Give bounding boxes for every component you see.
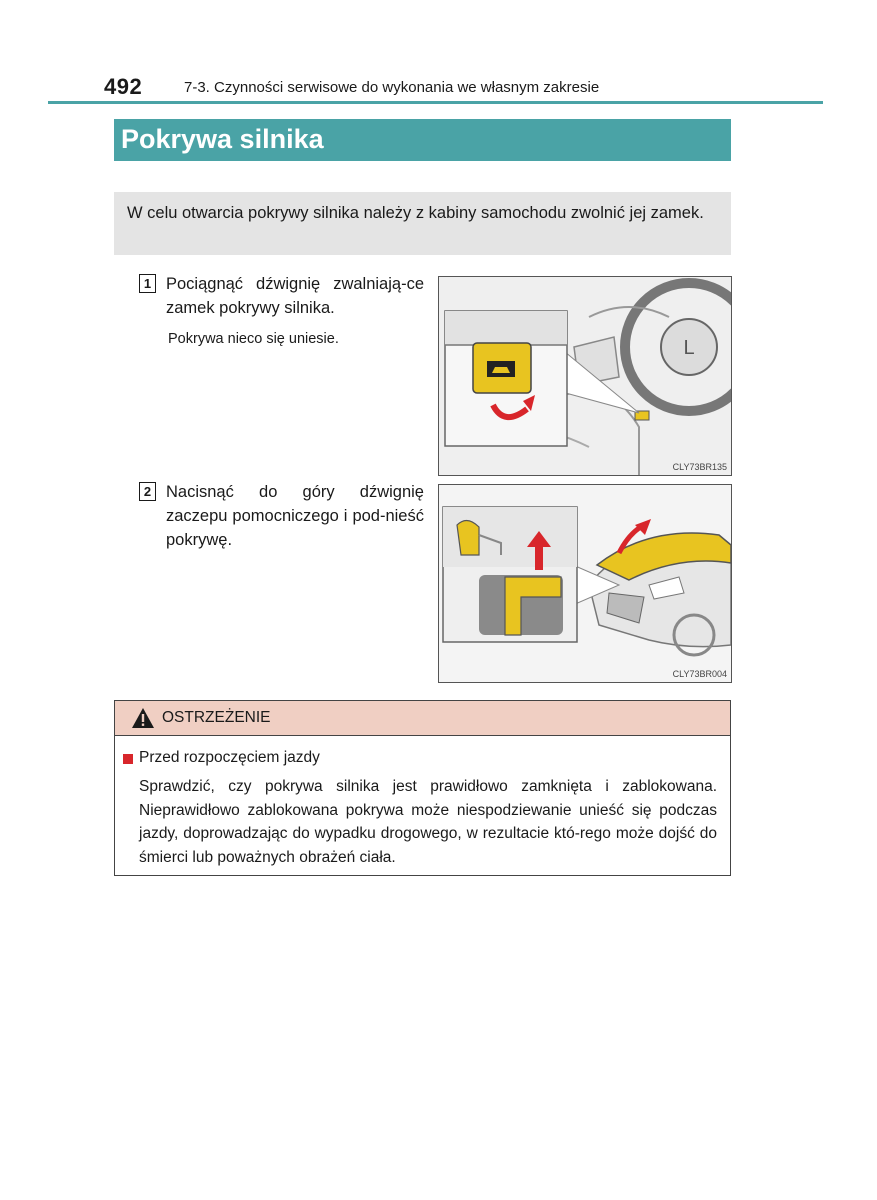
warning-triangle-icon xyxy=(131,707,155,729)
header-rule xyxy=(48,101,823,104)
warning-subtitle: Przed rozpoczęciem jazdy xyxy=(139,749,320,766)
section-title: Pokrywa silnika xyxy=(121,124,324,154)
step-2-text: Nacisnąć do góry dźwignię zaczepu pomocniczego i pod-nieść pokrywę. xyxy=(166,483,424,549)
warning-bullet-icon xyxy=(123,754,133,764)
warning-body: Sprawdzić, czy pokrywa silnika jest prawidłowo zamknięta i zablokowana. Nieprawidłowo zablokowana pokrywa może niespodziewanie unieść się podczas jazdy, doprowadzając do wypadku drogowego, w rezultacie któ-rego może dojść do śmierci lub poważnych obrażeń ciała. xyxy=(139,778,717,866)
chapter-title: 7-3. Czynności serwisowe do wykonania we własnym zakresie xyxy=(184,79,600,96)
intro-box xyxy=(114,192,731,255)
intro-text: W celu otwarcia pokrywy silnika należy z kabiny samochodu zwolnić jej zamek. xyxy=(127,204,704,222)
figure-secondary-catch xyxy=(438,484,732,683)
figure-hood-release-lever xyxy=(438,276,732,476)
figure-2-code: CLY73BR004 xyxy=(672,669,727,679)
section-title-bar xyxy=(114,119,731,161)
page-header xyxy=(104,74,644,100)
step-2-number: 2 xyxy=(139,482,156,501)
page-number: 492 xyxy=(104,74,143,99)
dashboard-illustration xyxy=(439,277,731,475)
figure-1-code: CLY73BR135 xyxy=(672,462,727,472)
steering-logo: L xyxy=(683,337,695,359)
warning-title: OSTRZEŻENIE xyxy=(162,709,271,726)
car-front-illustration xyxy=(439,485,731,682)
step-1-note: Pokrywa nieco się uniesie. xyxy=(168,331,339,347)
step-1-number: 1 xyxy=(139,274,156,293)
warning-box xyxy=(114,700,731,876)
warning-header xyxy=(115,701,730,736)
step-1-text: Pociągnąć dźwignię zwalniają-ce zamek pokrywy silnika. xyxy=(166,275,424,317)
